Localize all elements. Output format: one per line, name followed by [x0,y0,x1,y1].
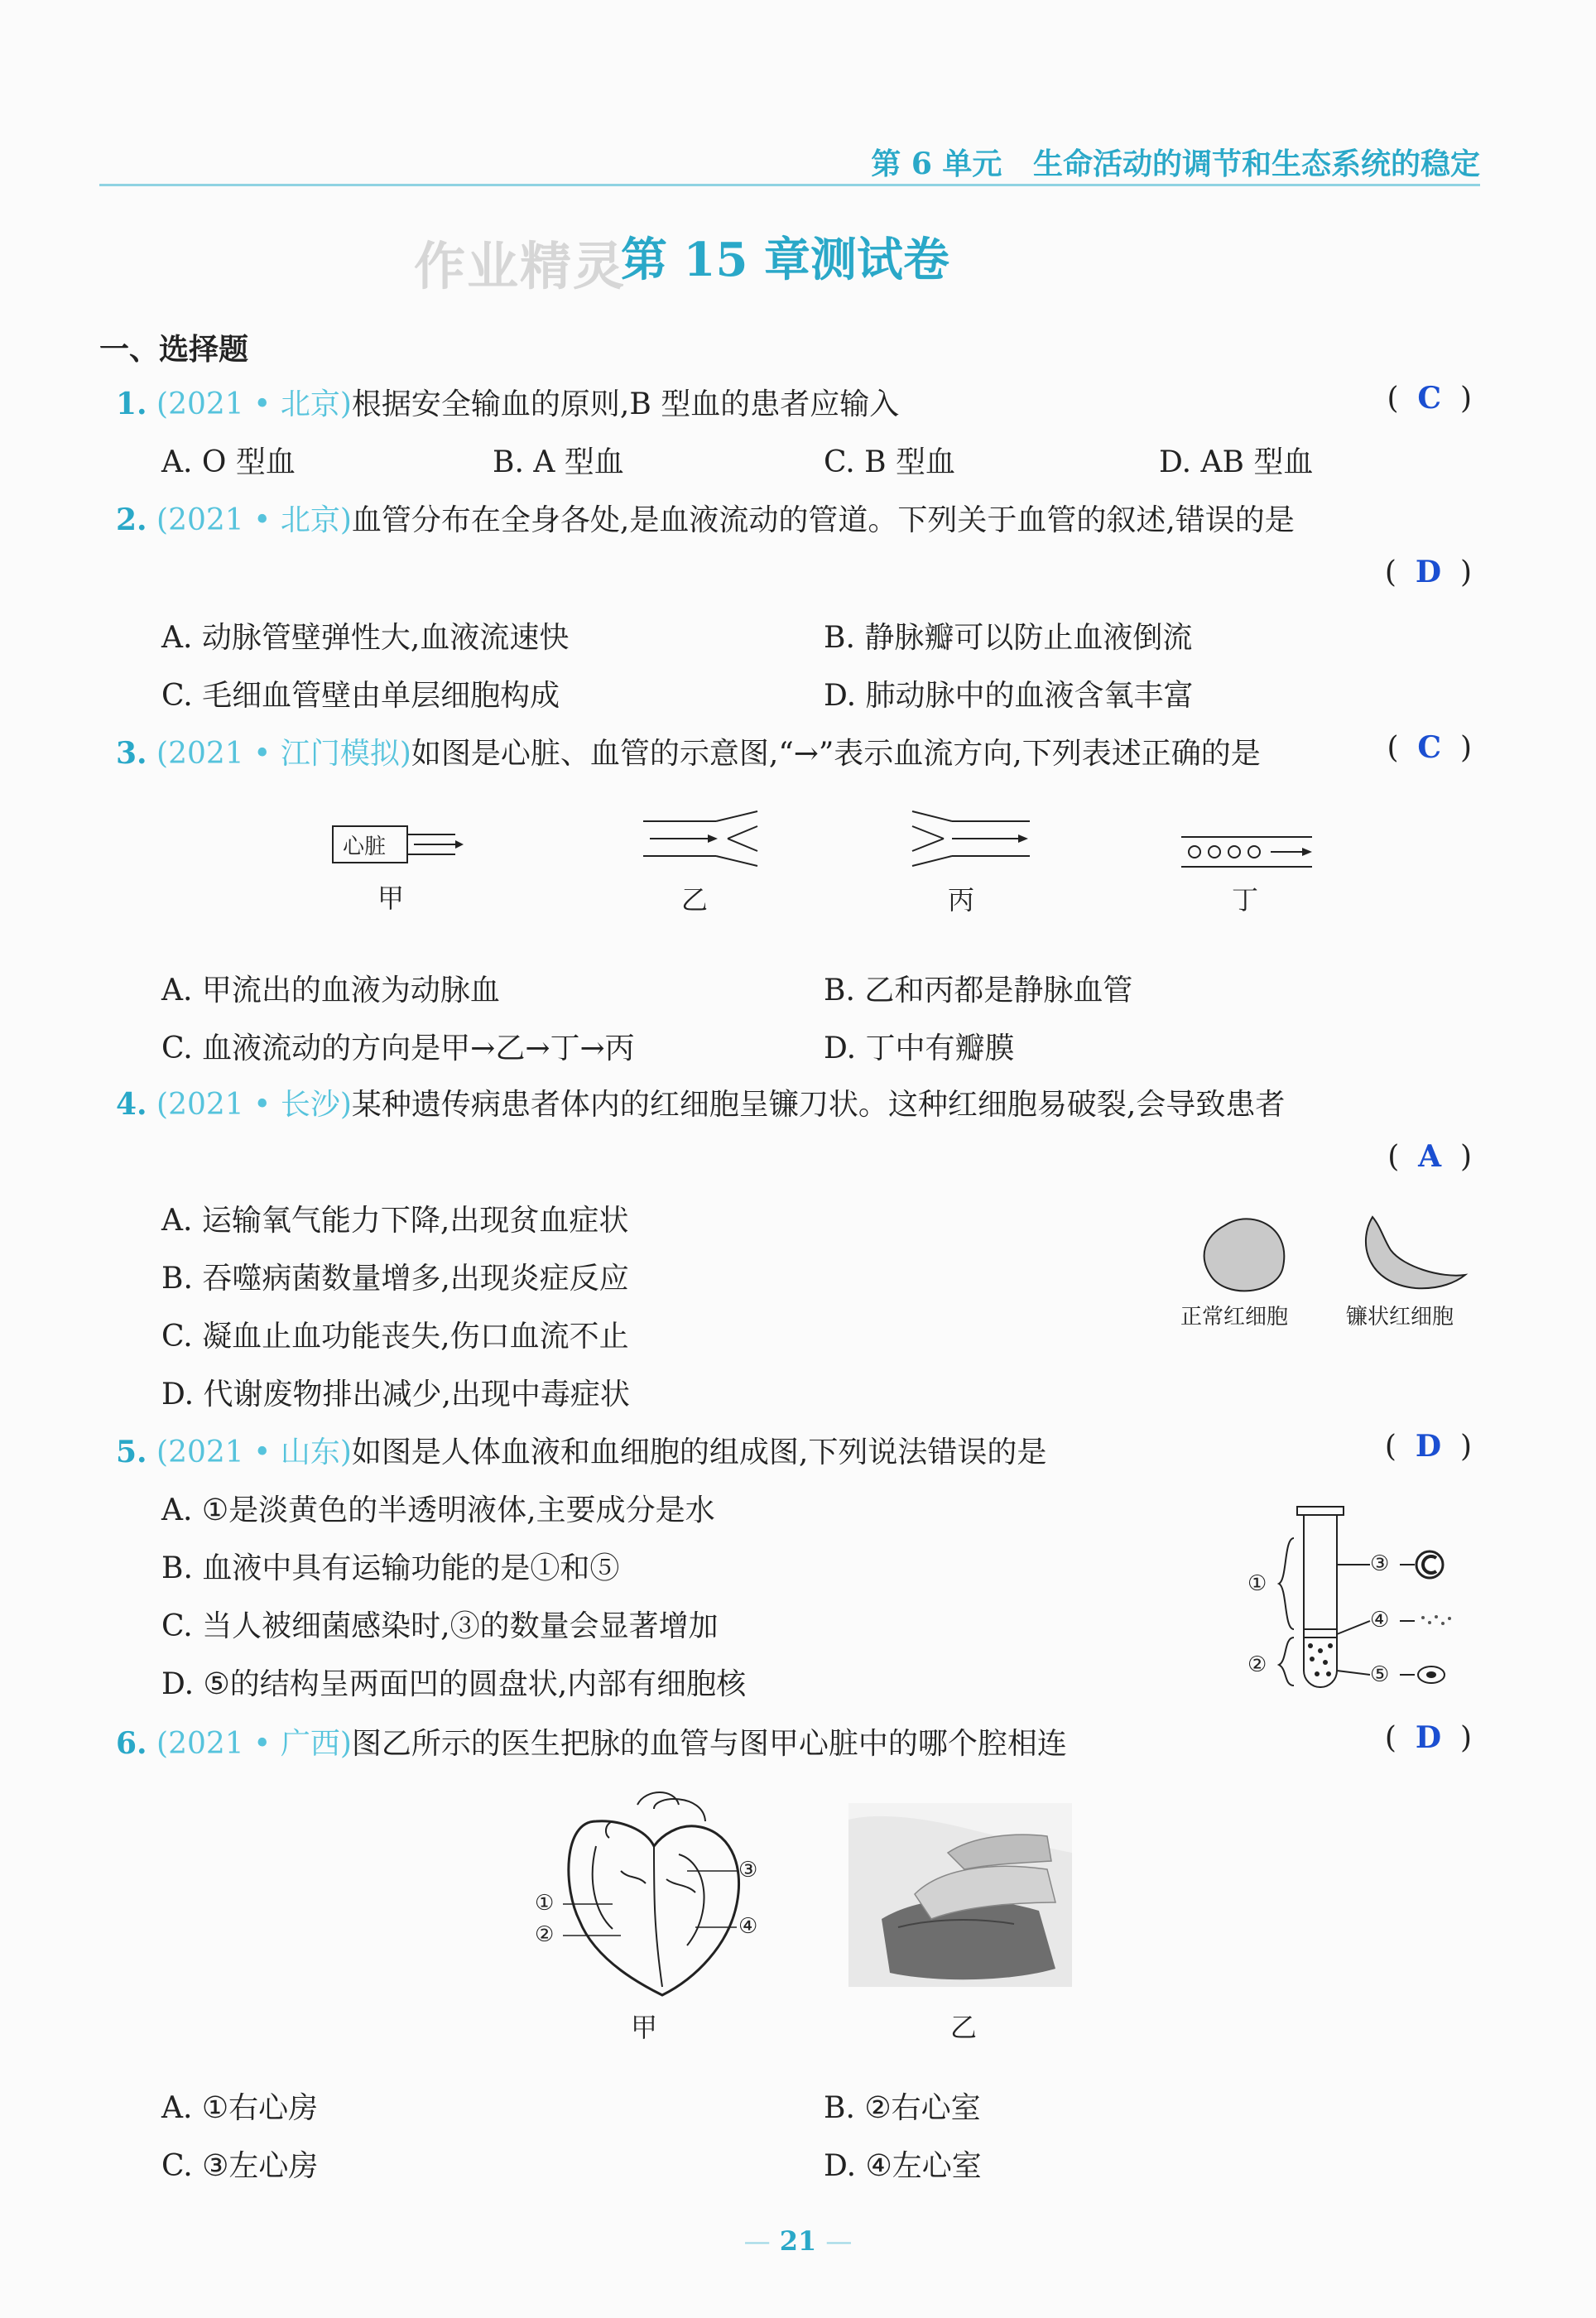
watermark: 作业精灵 [414,236,627,296]
option-b: B. A 型血 [493,445,624,479]
answer-box: ( A ) [1387,1139,1472,1174]
question-number: 1. [116,387,147,421]
answer-letter: D [1415,1429,1442,1464]
answer-box: ( C ) [1387,381,1472,416]
option-b: B. 血液中具有运输功能的是①和⑤ [161,1551,620,1585]
unit-header: 第 6 单元 生命活动的调节和生态系统的稳定 [871,147,1480,181]
question-number: 5. [116,1435,147,1469]
question-source: (2021 • 山东) [156,1436,352,1469]
option-d: D. 丁中有瓣膜 [824,1032,1015,1065]
pulse-photo-drawing [848,1803,1072,1987]
figure-test-tube [1246,1505,1478,1699]
answer-letter: C [1417,381,1442,416]
figure-vessel-bing [911,810,1035,871]
figure-red-blood-cells [1192,1209,1490,1311]
option-a: A. ①右心房 [161,2091,319,2125]
option-b: B. 乙和丙都是静脉血管 [824,974,1133,1008]
question-5 [116,1429,1046,1471]
question-6 [116,1720,1067,1763]
capillary-ding-drawing [1180,832,1320,873]
question-3 [116,730,1261,772]
question-4 [116,1081,1285,1123]
question-text: 血管分布在全身各处,是血液流动的管道。下列关于血管的叙述,错误的是 [351,503,1295,537]
page-number [0,2225,1596,2257]
question-source: (2021 • 北京) [156,387,352,421]
option-a: A. ①是淡黄色的半透明液体,主要成分是水 [161,1493,715,1527]
page-number-dash-left: — [743,2225,771,2257]
option-b: B. ②右心室 [824,2091,981,2125]
figure-label-bing: 丙 [948,884,975,916]
question-text: 根据安全输血的原则,B 型血的患者应输入 [351,387,900,421]
option-c: C. ③左心房 [161,2149,319,2183]
answer-box: ( D ) [1384,1720,1472,1755]
question-source: (2021 • 广西) [156,1727,352,1761]
option-c: C. 毛细血管壁由单层细胞构成 [161,679,560,713]
answer-letter: C [1417,730,1442,765]
option-a: A. 运输氧气能力下降,出现贫血症状 [161,1204,629,1238]
figure-heart [530,1788,778,2007]
option-b: B. 静脉瓣可以防止血液倒流 [824,621,1193,655]
question-text: 某种遗传病患者体内的红细胞呈镰刀状。这种红细胞易破裂,会导致患者 [351,1088,1286,1122]
figure-vessel-yi [642,810,766,871]
question-number: 6. [116,1726,147,1761]
header-divider [99,184,1480,186]
figure-pulse-photo [848,1803,1072,1990]
option-d: D. 代谢废物排出减少,出现中毒症状 [161,1378,630,1411]
figure-label-jia: 甲 [631,2012,658,2043]
option-c: C. 当人被细菌感染时,③的数量会显著增加 [161,1609,719,1643]
answer-letter: A [1418,1139,1442,1174]
answer-letter: D [1415,1720,1442,1755]
normal-rbc-label: 正常红细胞 [1180,1305,1289,1330]
page-number-dash-right: — [825,2225,853,2257]
question-number: 4. [116,1087,147,1122]
page-title: 第 15 章测试卷 [621,233,949,287]
label-2: ② [1247,1652,1267,1677]
figure-label-ding: 丁 [1232,884,1259,916]
question-text: 如图是人体血液和血细胞的组成图,下列说法错误的是 [351,1436,1047,1469]
label-5: ⑤ [1370,1662,1390,1687]
option-a: A. 甲流出的血液为动脉血 [161,974,500,1008]
figure-label-yi: 乙 [681,884,709,916]
answer-box: ( D ) [1384,555,1472,589]
question-source: (2021 • 长沙) [156,1088,352,1122]
answer-box: ( C ) [1387,730,1472,765]
heart-drawing [530,1788,778,2003]
figure-label-jia: 甲 [377,882,405,914]
option-c: C. B 型血 [824,445,956,479]
option-d: D. 肺动脉中的血液含氧丰富 [824,679,1194,713]
page-number-value: 21 [779,2225,817,2257]
question-text: 如图是心脏、血管的示意图,“→”表示血流方向,下列表述正确的是 [411,737,1261,771]
question-1 [116,381,899,423]
label-1: ① [1247,1571,1267,1596]
answer-letter: D [1415,555,1442,589]
sickle-rbc-label: 镰状红细胞 [1346,1305,1454,1330]
label-2: ② [535,1922,555,1947]
question-2 [116,497,1295,539]
rbc-drawing [1192,1209,1490,1308]
vessel-bing-drawing [911,810,1035,868]
figure-heart-vessel [331,820,480,869]
option-d: D. ④左心室 [824,2149,982,2183]
heart-label: 心脏 [343,834,387,859]
label-3: ③ [1370,1551,1390,1576]
option-a: A. 动脉管壁弹性大,血液流速快 [161,621,570,655]
question-source: (2021 • 江门模拟) [156,737,411,771]
option-d: D. ⑤的结构呈两面凹的圆盘状,内部有细胞核 [161,1667,747,1701]
section-heading: 一、选择题 [99,333,249,367]
question-source: (2021 • 北京) [156,503,352,537]
label-1: ① [535,1891,555,1916]
question-number: 2. [116,503,147,537]
option-c: C. 血液流动的方向是甲→乙→丁→丙 [161,1032,635,1065]
question-number: 3. [116,736,147,771]
label-4: ④ [738,1914,758,1939]
question-text: 图乙所示的医生把脉的血管与图甲心脏中的哪个腔相连 [351,1727,1067,1761]
vessel-yi-drawing [642,810,766,868]
option-c: C. 凝血止血功能丧失,伤口血流不止 [161,1320,629,1354]
label-4: ④ [1370,1608,1390,1633]
figure-label-yi: 乙 [950,2012,978,2043]
answer-box: ( D ) [1384,1429,1472,1464]
label-3: ③ [738,1858,758,1883]
figure-capillary-ding [1180,832,1320,877]
test-tube-drawing [1246,1505,1478,1695]
option-a: A. O 型血 [161,445,296,479]
option-b: B. 吞噬病菌数量增多,出现炎症反应 [161,1262,629,1296]
option-d: D. AB 型血 [1159,445,1314,479]
